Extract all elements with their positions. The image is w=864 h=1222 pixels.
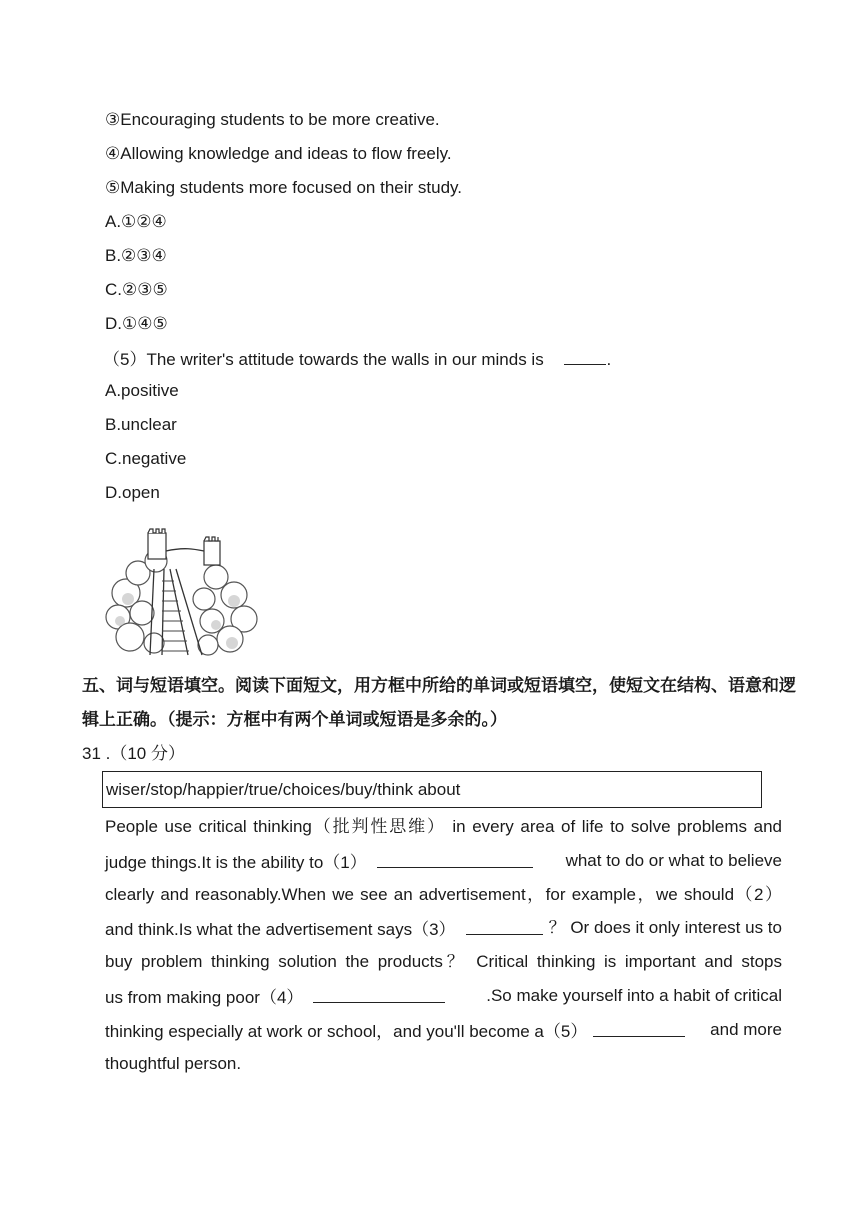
answer-blank-5[interactable] <box>593 1020 685 1037</box>
answer-blank-4[interactable] <box>313 986 445 1003</box>
answer-blank-1[interactable] <box>377 851 533 868</box>
passage-line-8: thoughtful person. <box>105 1054 242 1073</box>
passage-line-6 <box>105 986 782 1008</box>
question-5-stem <box>103 348 611 370</box>
answer-blank[interactable] <box>564 348 606 365</box>
passage-line-4 <box>105 918 782 940</box>
option-line: ④Allowing knowledge and ideas to flow freely. <box>105 144 452 163</box>
word-bank-text: wiser/stop/happier/true/choices/buy/think about <box>106 780 461 799</box>
section-heading-line-1: 五、词与短语填空。阅读下面短文，用方框中所给的单词或短语填空，使短文在结构、语意和逻 <box>82 676 796 695</box>
passage-text: and more <box>710 1020 782 1039</box>
passage-text: judge things.It is the ability to（1） <box>105 851 533 873</box>
option-line: ⑤Making students more focused on their study. <box>105 178 462 197</box>
answer-blank-3[interactable] <box>466 918 543 935</box>
passage-text: us from making poor（4） <box>105 986 445 1008</box>
question-5-text: （5）The writer's attitude towards the walls in our minds is <box>103 350 544 369</box>
option-line: ③Encouraging students to be more creative. <box>105 110 440 129</box>
q5-choice-c: C.negative <box>105 449 187 468</box>
q5-choice-b: B.unclear <box>105 415 177 434</box>
choice-b: B.②③④ <box>105 246 167 265</box>
question-number: 31 .（10 分） <box>82 744 185 763</box>
word-bank-box <box>102 771 762 808</box>
section-heading-line-2: 辑上正确。（提示：方框中有两个单词或短语是多余的。） <box>82 710 507 729</box>
passage-text: and think.Is what the advertisement says（3） <box>105 918 543 940</box>
choice-a: A.①②④ <box>105 212 167 231</box>
passage-line-7 <box>105 1020 782 1042</box>
passage-line-3: clearly and reasonably.When we see an advertisement，for example，we should（2） <box>105 885 782 904</box>
passage-text: .So make yourself into a habit of critical <box>486 986 782 1005</box>
choice-c: C.②③⑤ <box>105 280 168 299</box>
passage-text: ？ Or does it only interest us to <box>548 918 782 937</box>
passage-line-1: People use critical thinking（批判性思维） in every area of life to solve problems and <box>105 817 782 836</box>
q5-choice-d: D.open <box>105 483 160 502</box>
passage-line-2 <box>105 851 782 873</box>
q5-choice-a: A.positive <box>105 381 179 400</box>
passage-text: thinking especially at work or school，and you'll become a（5） <box>105 1020 685 1042</box>
choice-d: D.①④⑤ <box>105 314 168 333</box>
passage-text: what to do or what to believe <box>565 851 782 870</box>
passage-line-5: buy problem thinking solution the products？ Critical thinking is important and stops <box>105 952 782 971</box>
great-wall-illustration <box>104 521 260 659</box>
question-5-end: . <box>606 350 612 369</box>
